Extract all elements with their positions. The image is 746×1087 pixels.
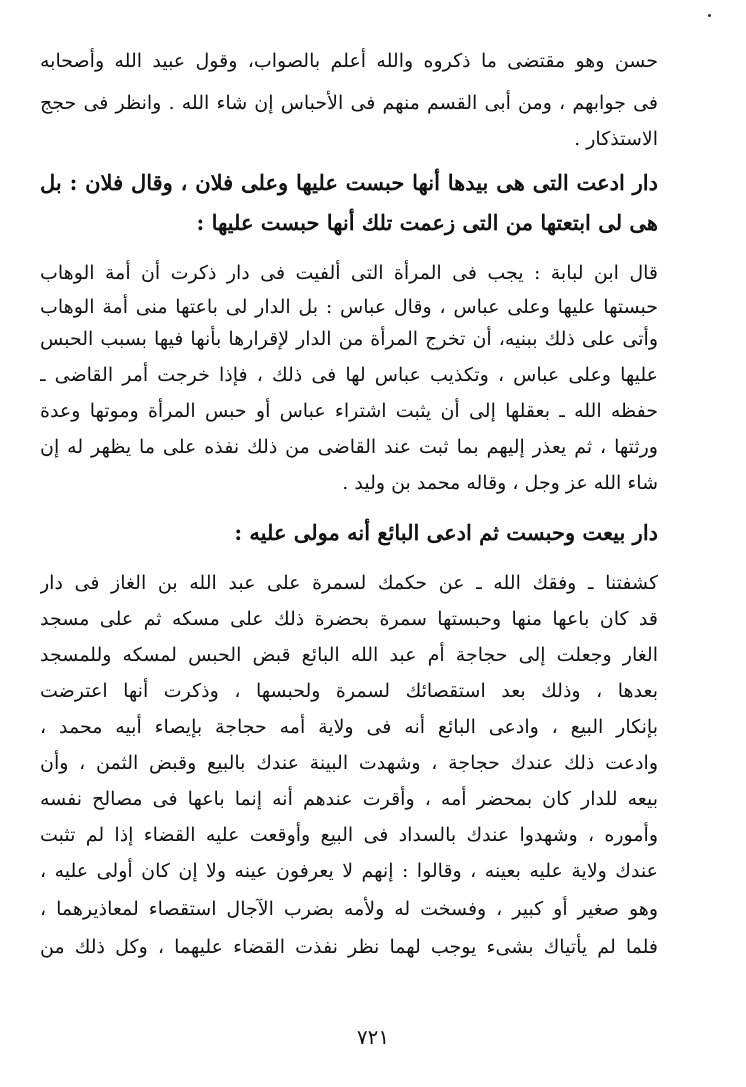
text-line: شاء الله عز وجل ، وقاله محمد بن وليد . — [342, 472, 658, 494]
text-line: قال ابن لبابة : يجب فى المرأة التى ألفيت فى دار ذكرت أن أمة الوهاب — [40, 262, 658, 284]
text-line: وأتى على ذلك ببنيه، أن تخرج المرأة من الدار لإقرارها بأنها فيها بسبب الحبس — [40, 328, 658, 350]
text-line: بيعه للدار كان بمحضر أمه ، وأقرت عندهم أنه إنما باعها فى مصالح نفسه — [40, 788, 658, 810]
section-heading: دار بيعت وحبست ثم ادعى البائع أنه مولى عليه : — [234, 520, 658, 545]
text-line: فلما لم يأتياك بشىء يوجب لهما نظر نفذت القضاء عليهما ، وكل ذلك من — [40, 936, 658, 958]
text-line: عندك ولاية عليه بعينه ، وقالوا : إنهم لا يعرفون عينه ولا إن كان أولى عليه ، — [40, 860, 658, 882]
page-number: ٧٢١ — [356, 1025, 390, 1049]
section-heading: هى لى ابتعتها من التى زعمت تلك أنها حبست عليها : — [196, 210, 658, 235]
text-line: كشفتنا ـ وفقك الله ـ عن حكمك لسمرة على عبد الله بن الغاز فى دار — [40, 572, 658, 594]
text-line: قد كان باعها منها وحبستها سمرة بحضرة ذلك على مسكه ثم على مسجد — [40, 608, 658, 630]
text-line: بإنكار البيع ، وادعى البائع أنه فى ولاية أمه حجاجة بإيصاء أبيه محمد ، — [40, 716, 658, 738]
text-line: وادعت ذلك عندك حجاجة ، وشهدت البينة عندك بالبيع وقبض الثمن ، وأن — [40, 752, 658, 774]
text-line: الاستذكار . — [574, 128, 658, 150]
text-line: عليها وعلى عباس ، وتكذيب عباس لها فى ذلك ، فإذا خرجت أمر القاضى ـ — [40, 364, 658, 386]
text-line: فى جوابهم ، ومن أبى القسم منهم فى الأحباس إن شاء الله . وانظر فى حجج — [40, 92, 658, 114]
text-line: وأموره ، وشهدوا عندك بالسداد فى البيع وأوقعت عليه القضاء إذا لم تثبت — [40, 824, 658, 846]
text-line: حسن وهو مقتضى ما ذكروه والله أعلم بالصواب، وقول عبيد الله وأصحابه — [40, 50, 658, 72]
text-line: حبستها عليها وعلى عباس ، وقال عباس : بل الدار لى باعتها منى أمة الوهاب — [40, 296, 658, 318]
scan-speck — [708, 14, 711, 17]
text-line: حفظه الله ـ بعقلها إلى أن يثبت اشتراء عباس أو حبس المرأة وموتها وعدة — [40, 400, 658, 422]
text-line: الغار وجعلت إلى حجاجة أم عبد الله البائع قبض الحبس لمسكه وللمسجد — [40, 644, 658, 666]
section-heading: دار ادعت التى هى بيدها أنها حبست عليها وعلى فلان ، وقال فلان : بل — [40, 170, 658, 195]
text-line: بعدها ، وذلك بعد استقصائك لسمرة ولحبسها ، وذكرت أنها اعترضت — [40, 680, 658, 702]
text-line: وهو صغير أو كبير ، وفسخت له ولأمه بضرب الآجال استقصاء لمعاذيرهما ، — [40, 898, 658, 920]
text-line: ورثتها ، ثم يعذر إليهم بما ثبت عند القاضى من ذلك نفذه على ما يظهر له إن — [40, 436, 658, 458]
